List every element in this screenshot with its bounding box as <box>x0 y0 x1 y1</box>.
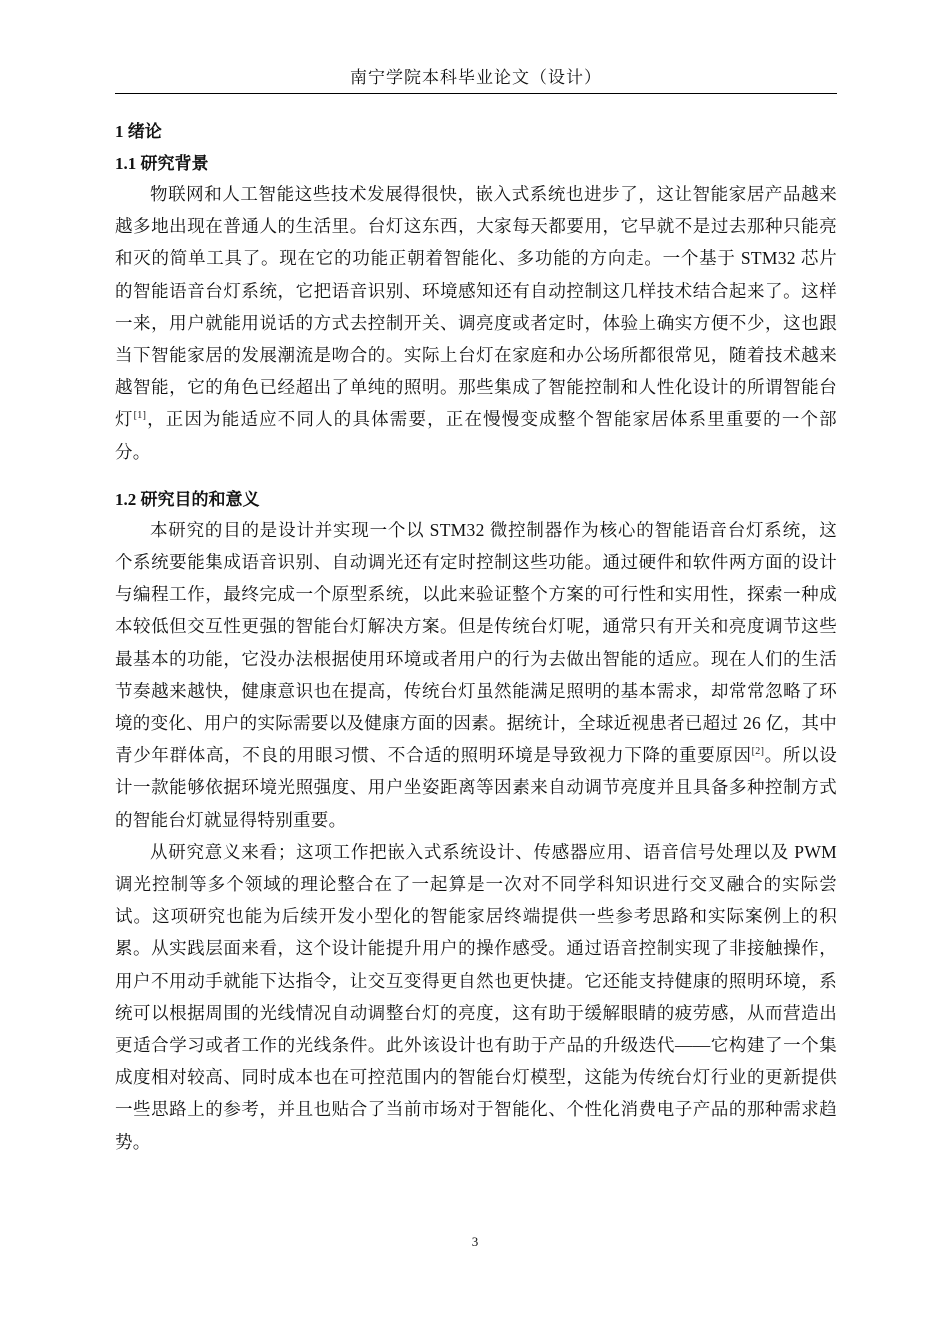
section-heading-1-2: 1.2 研究目的和意义 <box>115 489 260 509</box>
paragraph-research-purpose <box>115 514 837 836</box>
paragraph-text: 本研究的目的是设计并实现一个以 STM32 微控制器作为核心的智能语音台灯系统，这个系统要能集成语音识别、自动调光还有定时控制这些功能。通过硬件和软件两方面的设计与编程工作，最终完成一个原型系统，以此来验证整个方案的可行性和实用性，探索一种成本较低但交互性更强的智能台灯解决方案。但是传统台灯呢，通常只有开关和亮度调节这些最基本的功能，它没办法根据使用环境或者用户的行为去做出智能的适应。现在人们的生活节奏越来越快，健康意识也在提高，传统台灯虽然能满足照明的基本需求，却常常忽略了环境的变化、用户的实际需要以及健康方面的因素。据统计，全球近视患者已超过 26 亿，其中青少年群体高，不良的用眼习惯、不合适的照明环境是导致视力下降的重要原因 <box>115 519 837 766</box>
running-header <box>115 66 837 94</box>
document-body <box>115 117 837 1158</box>
paragraph-research-significance: 从研究意义来看；这项工作把嵌入式系统设计、传感器应用、语音信号处理以及 PWM 调光控制等多个领域的理论整合在了一起算是一次对不同学科知识进行交叉融合的实际尝试。这项研究也能为后续开发小型化的智能家居终端提供一些参考思路和实际案例上的积累。从实践层面来看，这个设计能提升用户的操作感受。通过语音控制实现了非接触操作，用户不用动手就能下达指令，让交互变得更自然也更快捷。它还能支持健康的照明环境，系统可以根据周围的光线情况自动调整台灯的亮度，这有助于缓解眼睛的疲劳感，从而营造出更适合学习或者工作的光线条件。此外该设计也有助于产品的升级迭代——它构建了一个集成度相对较高、同时成本也在可控范围内的智能台灯模型，这能为传统台灯行业的更新提供一些思路上的参考，并且也贴合了当前市场对于智能化、个性化消费电子产品的那种需求趋势。 <box>115 841 837 1152</box>
citation-marker: [1] <box>133 410 147 422</box>
running-header-title: 南宁学院本科毕业论文（设计） <box>350 68 602 87</box>
paragraph-text: 。所以设计一款能够依据环境光照强度、用户坐姿距离等因素来自动调节亮度并且具备多种控制方式的智能台灯就显得特别重要。 <box>115 745 837 830</box>
paragraph-research-background <box>115 178 837 468</box>
paragraph-text: ，正因为能适应不同人的具体需要，正在慢慢变成整个智能家居体系里重要的一个部分。 <box>115 409 837 462</box>
page-number: 3 <box>471 1234 479 1249</box>
paragraph-text: 物联网和人工智能这些技术发展得很快，嵌入式系统也进步了，这让智能家居产品越来越多地出现在普通人的生活里。台灯这东西，大家每天都要用，它早就不是过去那种只能亮和灭的简单工具了。现在它的功能正朝着智能化、多功能的方向走。一个基于 STM32 芯片的智能语音台灯系统，它把语音识别、环境感知还有自动控制这几样技术结合起来了。这样一来，用户就能用说话的方式去控制开关、调亮度或者定时，体验上确实方便不少，这也跟当下智能家居的发展潮流是吻合的。实际上台灯在家庭和办公场所都很常见，随着技术越来越智能，它的角色已经超出了单纯的照明。那些集成了智能控制和人性化设计的所谓智能台灯 <box>115 184 837 430</box>
section-heading-1-1: 1.1 研究背景 <box>115 154 209 173</box>
chapter-heading: 1 绪论 <box>115 122 162 141</box>
citation-marker: [2] <box>751 746 765 758</box>
